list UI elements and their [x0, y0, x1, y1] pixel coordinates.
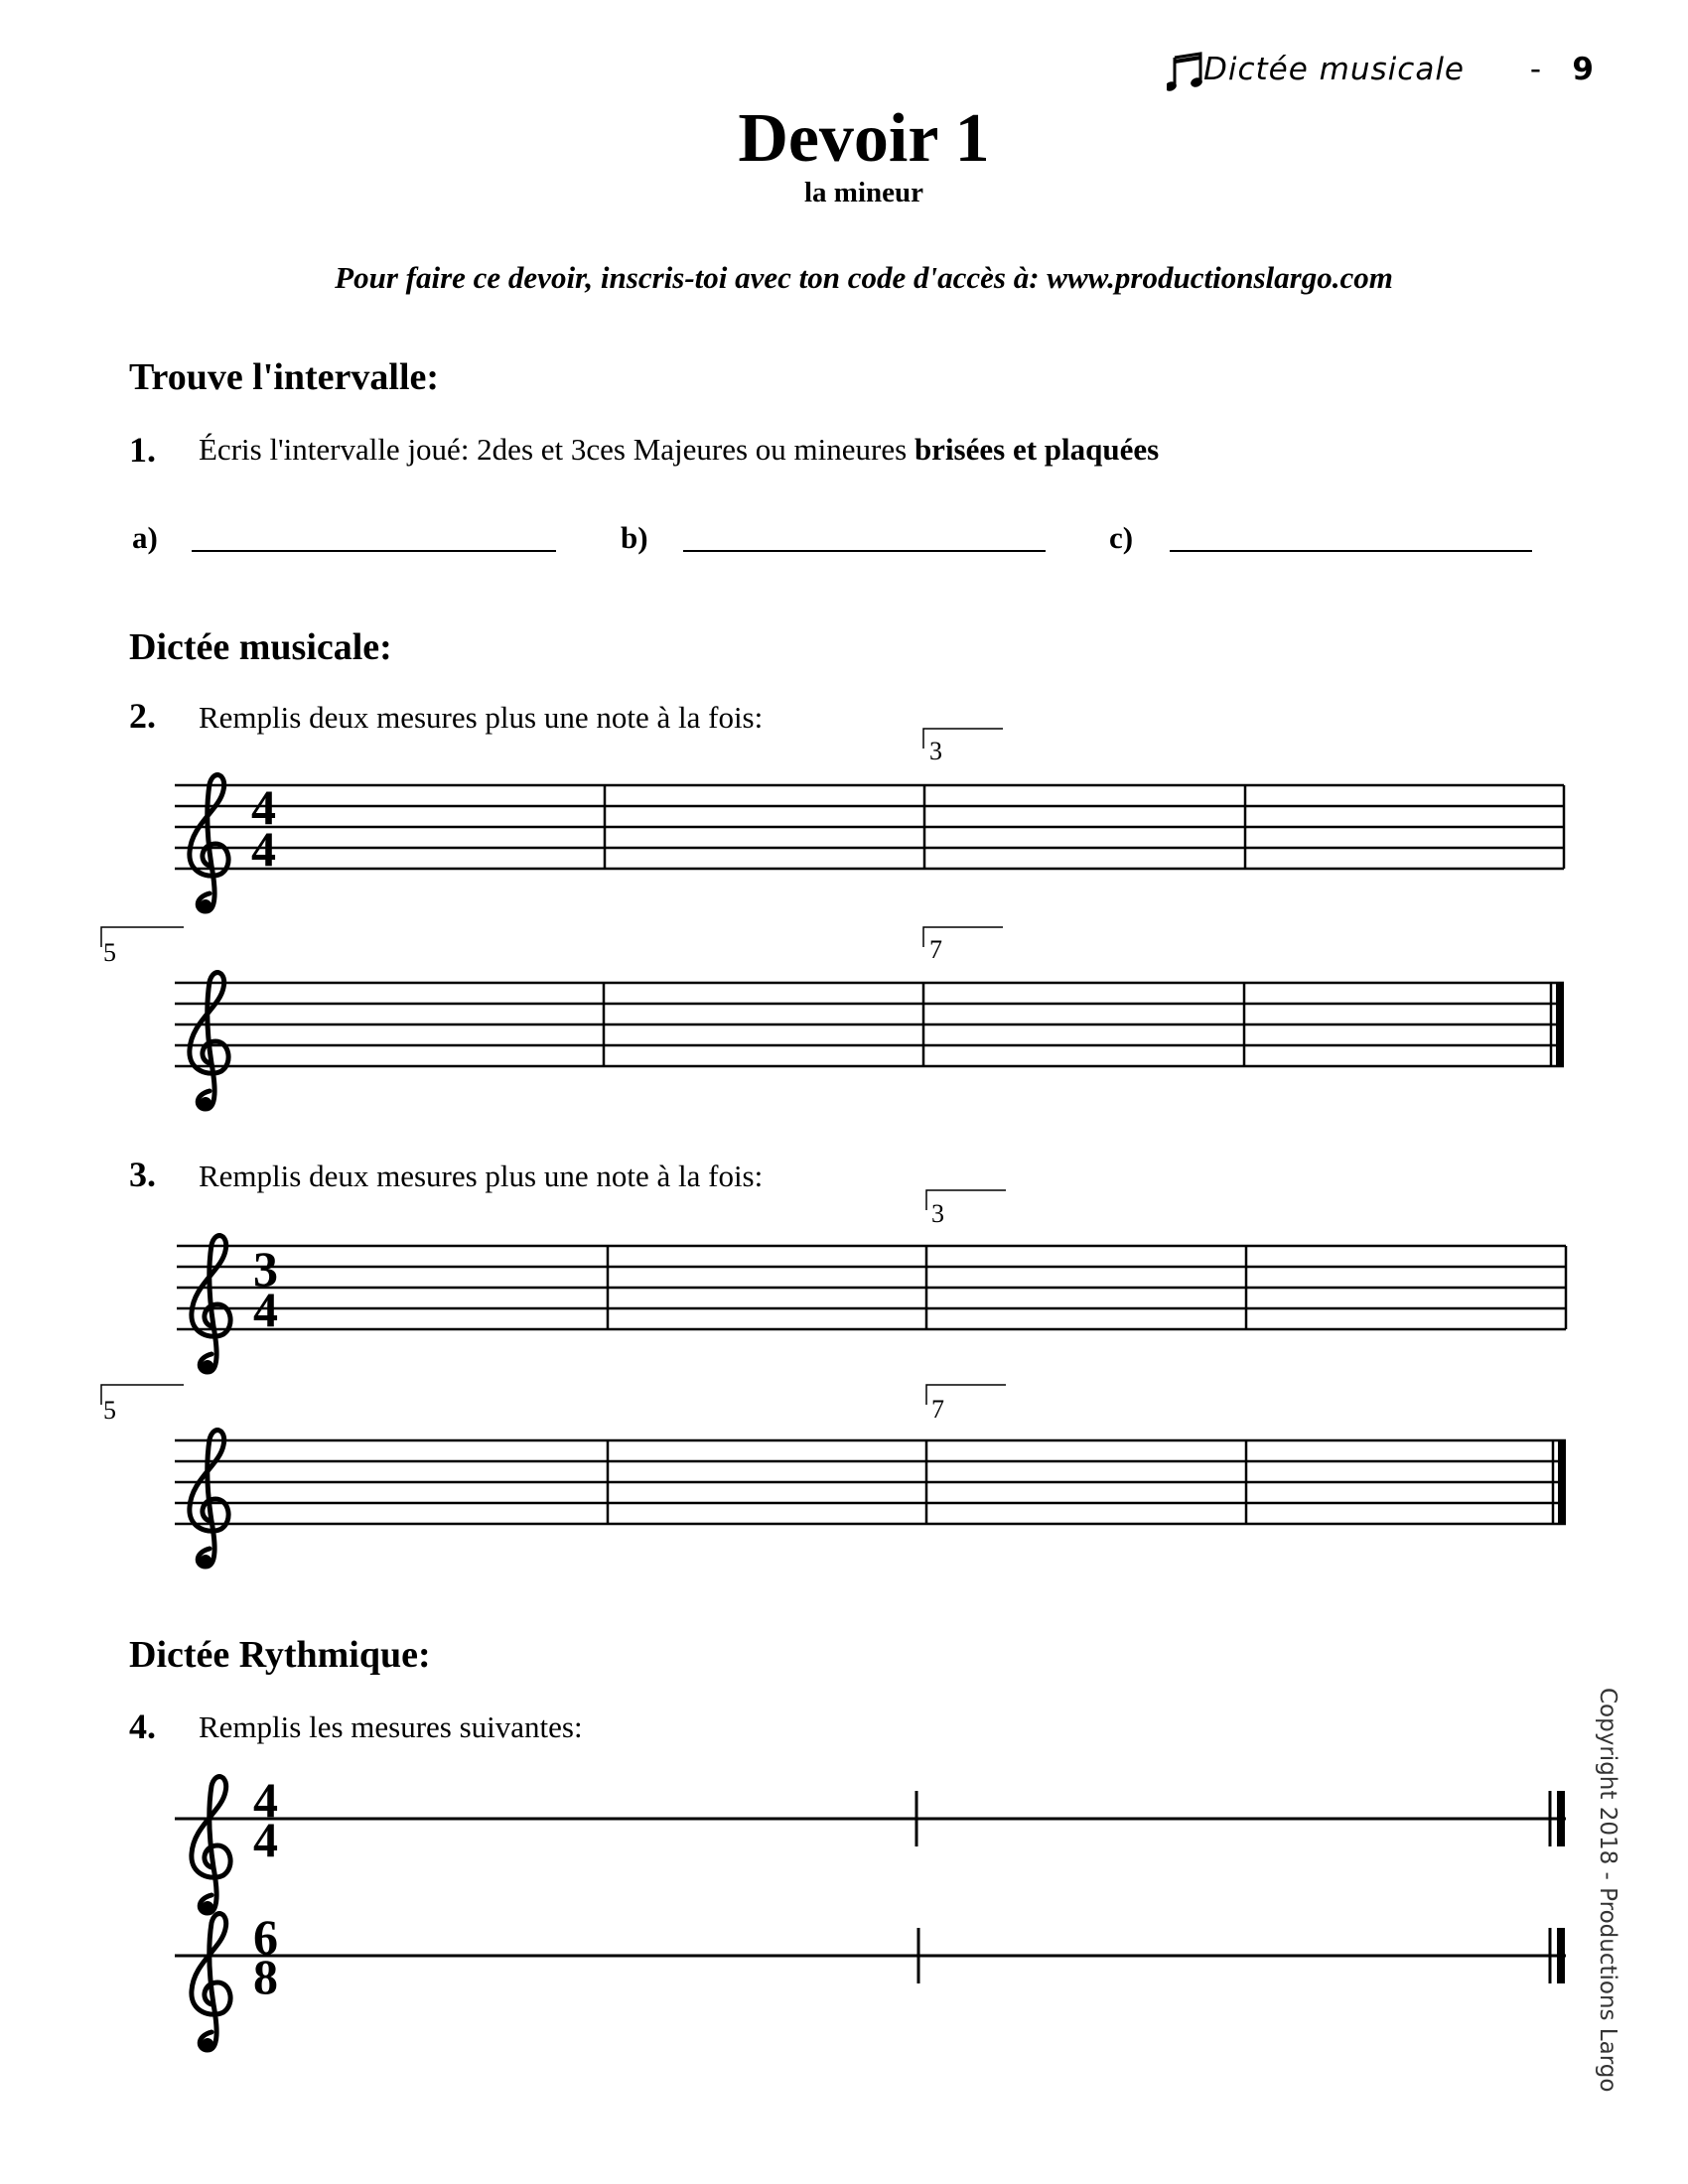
question-2-text: Remplis deux mesures plus une note à la fois:	[199, 700, 764, 735]
measure-number-3-label: 3	[931, 1199, 944, 1228]
header-separator: -	[1529, 52, 1541, 87]
staff-lines	[175, 785, 1564, 869]
staff-q3-line2[interactable]	[0, 1375, 1688, 1573]
answer-label-a: a)	[132, 520, 158, 555]
measure-number-5	[101, 1385, 184, 1425]
final-barline	[1558, 1440, 1566, 1524]
measure-number-7-label: 7	[931, 1395, 944, 1424]
time-signature-bottom: 4	[253, 1812, 278, 1867]
answer-line-a[interactable]	[192, 550, 556, 552]
question-4-number: 4.	[129, 1706, 156, 1746]
answer-line-b[interactable]	[683, 550, 1046, 552]
question-3-text: Remplis deux mesures plus une note à la fois:	[199, 1159, 764, 1193]
staff-q2-line2[interactable]	[0, 913, 1688, 1112]
page-title: Devoir 1	[738, 100, 990, 177]
answer-label-c: c)	[1109, 520, 1134, 555]
final-barline	[1557, 1928, 1565, 1983]
final-barline	[1557, 1791, 1565, 1846]
time-signature-bottom: 4	[251, 821, 276, 877]
question-1-bold: brisées et plaquées	[914, 432, 1160, 467]
treble-clef-icon	[192, 1777, 230, 1913]
measure-number-7-label: 7	[929, 935, 942, 964]
section-heading-interval: Trouve l'intervalle:	[129, 356, 440, 398]
question-4-text: Remplis les mesures suivantes:	[199, 1709, 583, 1744]
question-2-number: 2.	[129, 696, 156, 736]
staff-lines	[177, 1246, 1566, 1329]
question-3-number: 3.	[129, 1155, 156, 1194]
staff-q2-line1[interactable]	[0, 715, 1688, 913]
treble-clef-icon	[190, 775, 228, 911]
measure-number-3-label: 3	[929, 737, 942, 765]
section-heading-dictee-musicale: Dictée musicale:	[129, 626, 392, 668]
time-signature-top: 6	[253, 1909, 278, 1965]
treble-clef-icon	[192, 1236, 230, 1372]
measure-number-5	[101, 927, 184, 967]
section-heading-dictee-rythmique: Dictée Rythmique:	[129, 1634, 431, 1676]
measure-number-5-label: 5	[103, 1396, 116, 1425]
page-subtitle: la mineur	[803, 177, 924, 208]
copyright-notice: Copyright 2018 - Productions Largo	[1595, 1688, 1620, 2093]
answer-line-c[interactable]	[1170, 550, 1532, 552]
measure-number-7	[926, 1385, 1006, 1424]
music-note-icon	[1167, 50, 1206, 93]
treble-clef-icon	[190, 1431, 228, 1567]
answer-label-b: b)	[621, 520, 648, 555]
time-signature-top: 4	[251, 779, 276, 835]
time-signature-top: 3	[253, 1241, 278, 1297]
header-title: Dictée musicale	[1202, 52, 1465, 87]
staff-lines	[175, 1440, 1566, 1524]
time-signature-top: 4	[253, 1772, 278, 1828]
time-signature-bottom: 4	[253, 1282, 278, 1337]
measure-number-3	[926, 1190, 1006, 1228]
staff-lines	[175, 983, 1564, 1066]
access-instruction: Pour faire ce devoir, inscris-toi avec ton code d'accès à: www.productionslargo.com	[335, 260, 1393, 295]
measure-number-7	[923, 927, 1003, 964]
time-signature-bottom: 8	[253, 1949, 278, 2004]
measure-number-3	[923, 729, 1003, 765]
measure-number-5-label: 5	[103, 938, 116, 967]
treble-clef-icon	[190, 973, 228, 1109]
staff-q3-line1[interactable]	[0, 1176, 1688, 1375]
question-1-number: 1.	[129, 430, 156, 470]
page-number: 9	[1572, 52, 1594, 87]
treble-clef-icon	[192, 1914, 230, 2050]
question-1-text: Écris l'intervalle joué: 2des et 3ces Majeures ou mineures brisées et plaquées	[199, 432, 1160, 467]
rhythm-staff[interactable]	[0, 1747, 1688, 2045]
final-barline	[1556, 983, 1564, 1066]
